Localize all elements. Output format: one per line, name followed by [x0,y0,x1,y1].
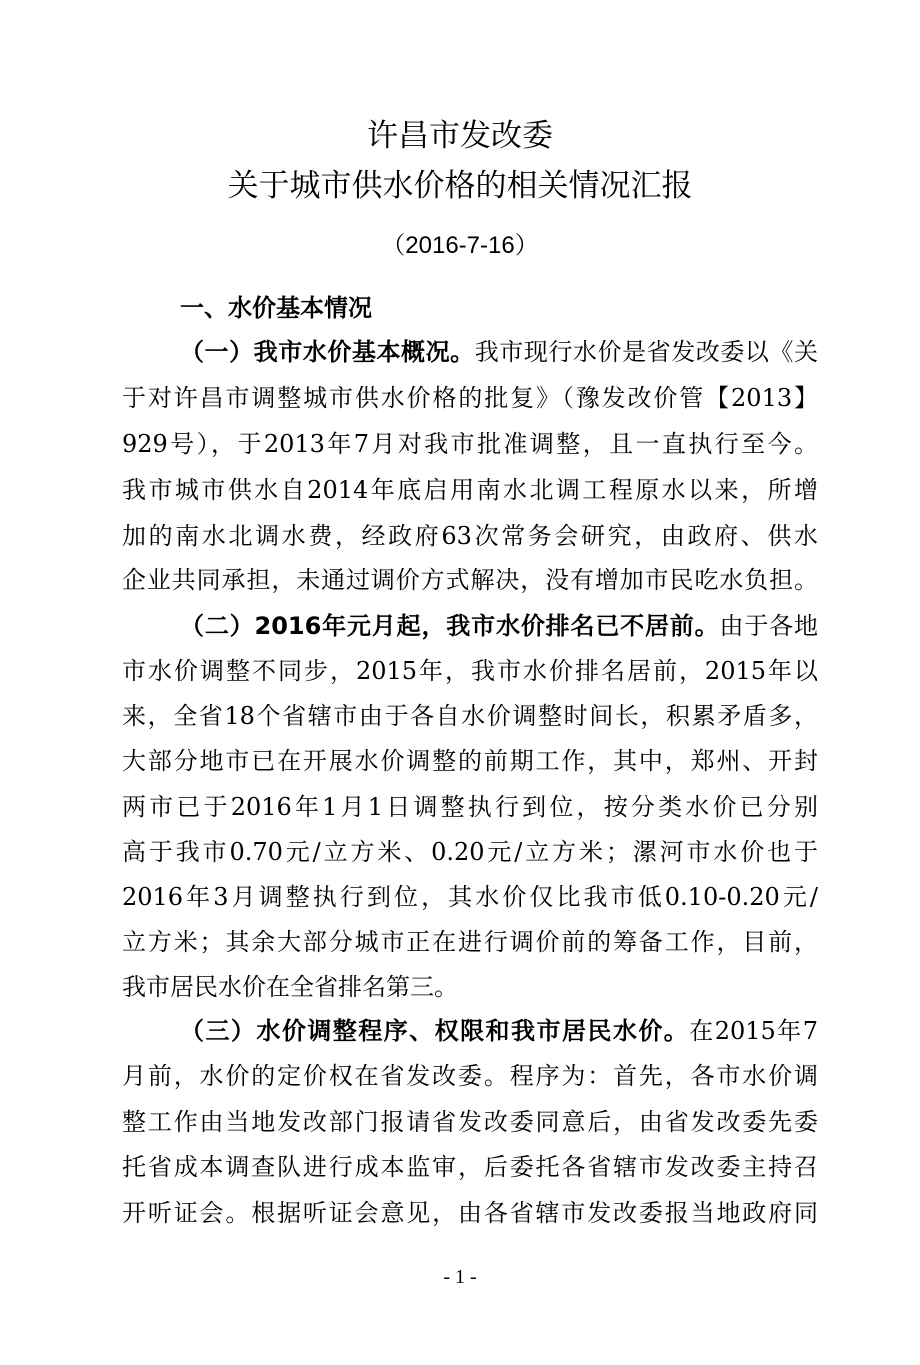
section-heading: 一、水价基本情况 [180,294,372,322]
report-date: （2016-7-16） [381,232,539,259]
paragraph-3-line: 开听证会。根据听证会意见，由各省辖市发改委报当地政府同 [122,1199,818,1227]
paragraph-1-line: 我市城市供水自2014年底启用南水北调工程原水以来，所增 [122,476,818,504]
paragraph-2-line: 来，全省18个省辖市由于各自水价调整时间长，积累矛盾多， [122,702,818,730]
paragraph-2-line [180,609,818,643]
paragraph-2-line: 大部分地市已在开展水价调整的前期工作，其中，郑州、开封 [122,747,818,775]
paragraph-3-line: 托省成本调查队进行成本监审，后委托各省辖市发改委主持召 [122,1153,818,1181]
paragraph-1-line: 于对许昌市调整城市供水价格的批复》（豫发改价管【2013】 [122,384,818,412]
paragraph-3-line: 整工作由当地发改部门报请省发改委同意后，由省发改委先委 [122,1108,818,1136]
paragraph-1-line: 929号），于2013年7月对我市批准调整，且一直执行至今。 [122,430,818,458]
title-line-1: 许昌市发改委 [367,118,553,154]
text-run: 在2015年7 [689,1017,819,1045]
paragraph-2-line: 高于我市0.70元/立方米、0.20元/立方米；漯河市水价也于 [122,838,818,866]
paragraph-2-line: 立方米；其余大部分城市正在进行调价前的筹备工作，目前， [122,928,818,956]
paragraph-2-line: 市水价调整不同步，2015年，我市水价排名居前，2015年以 [122,657,818,685]
paragraph-2-line: 我市居民水价在全省排名第三。 [122,973,458,1001]
title-line-2: 关于城市供水价格的相关情况汇报 [227,168,693,204]
paragraph-1-line [180,335,818,369]
text-run: 由于各地 [719,612,819,640]
paragraph-3-line [180,1014,818,1048]
paragraph-1-lead: （一）我市水价基本概况。 [180,338,475,366]
paragraph-1-line: 企业共同承担，未通过调价方式解决，没有增加市民吃水负担。 [122,566,818,594]
text-run: 我市现行水价是省发改委以《关 [474,338,819,366]
paragraph-2-lead: （二）2016年元月起，我市水价排名已不居前。 [180,612,720,640]
page-number: - 1 - [443,1266,477,1288]
paragraph-3-line: 月前，水价的定价权在省发改委。程序为：首先，各市水价调 [122,1062,818,1090]
paragraph-3-lead: （三）水价调整程序、权限和我市居民水价。 [180,1017,690,1045]
paragraph-2-line: 2016年3月调整执行到位，其水价仅比我市低0.10-0.20元/ [122,883,818,911]
paragraph-2-line: 两市已于2016年1月1日调整执行到位，按分类水价已分别 [122,793,818,821]
paragraph-1-line: 加的南水北调水费，经政府63次常务会研究，由政府、供水 [122,522,818,550]
